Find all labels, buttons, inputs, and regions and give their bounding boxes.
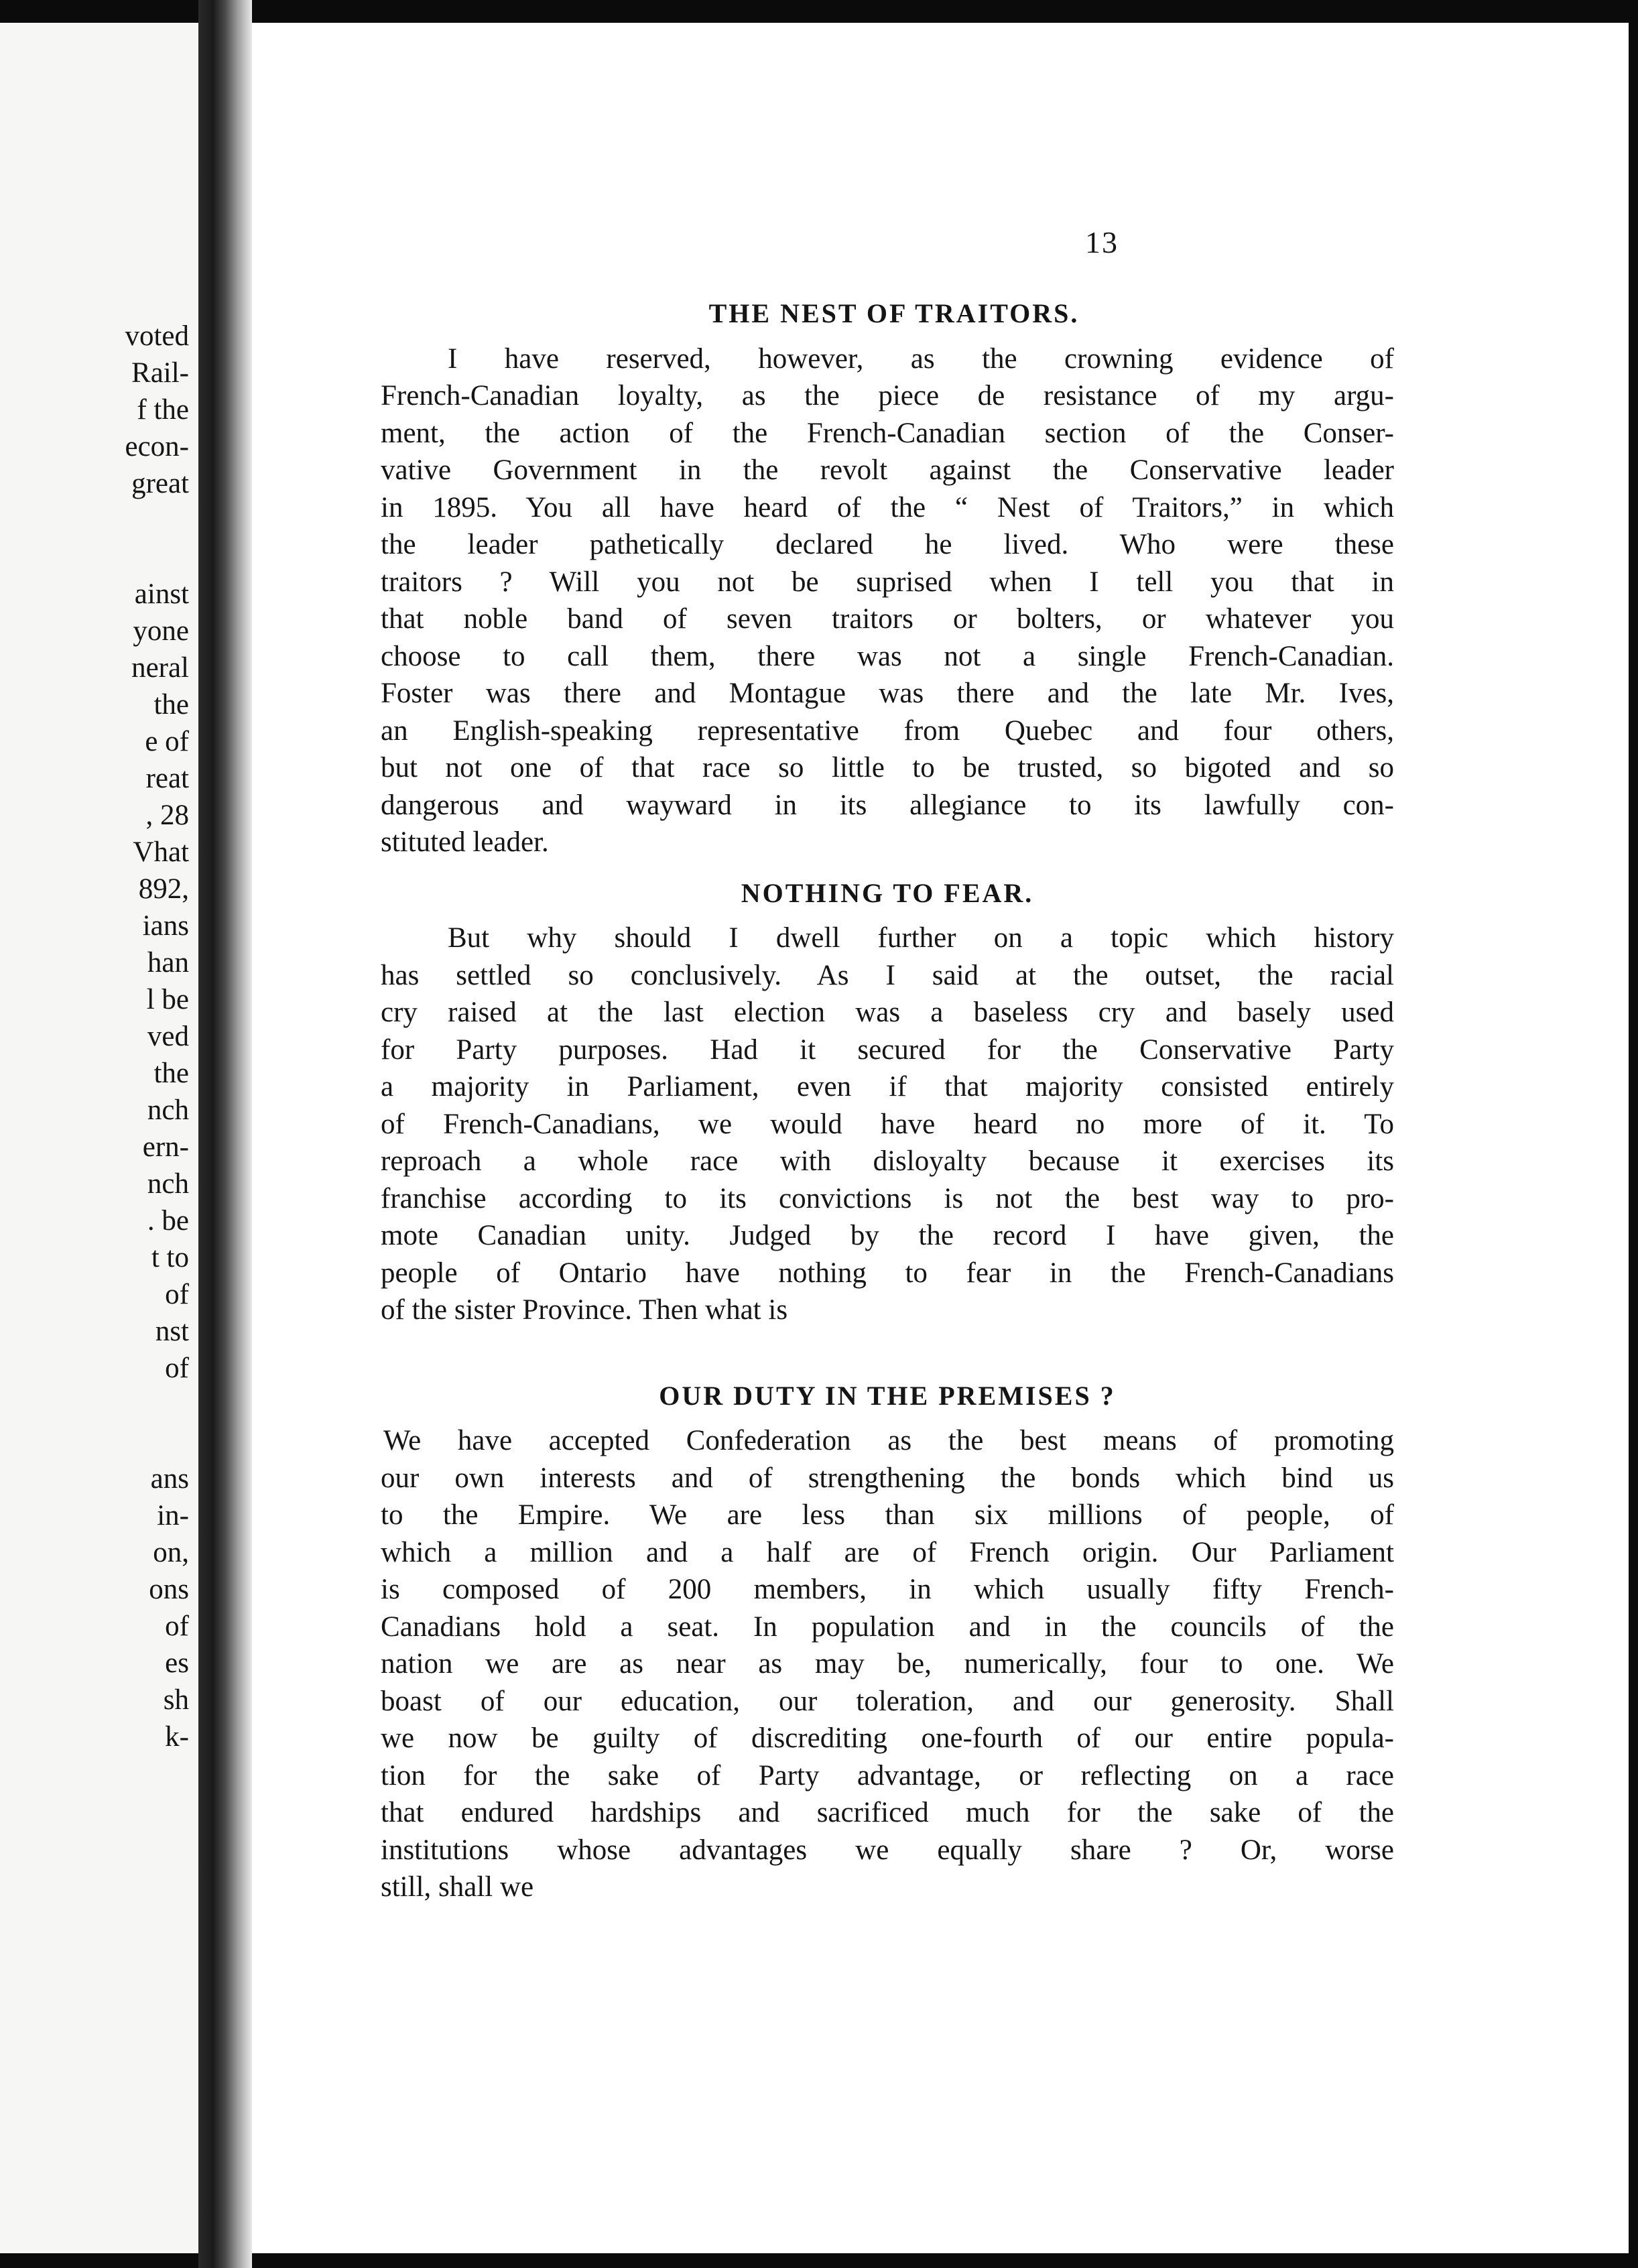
left-page-line: yone — [133, 615, 189, 647]
left-page-line — [125, 1424, 189, 1460]
text-line: mote Canadian unity. Judged by the record I have given, the — [381, 1220, 1394, 1251]
left-page-line: the — [153, 689, 189, 720]
text-line: still, shall we — [381, 1871, 534, 1903]
text-line: an English-speaking representative from Quebec and four others, — [381, 714, 1394, 747]
left-page-line — [125, 1387, 189, 1424]
text-line: people of Ontario have nothing to fear in the French-Canadians — [381, 1257, 1394, 1289]
left-page-line: t to — [151, 1242, 189, 1273]
left-page-line: nch — [147, 1168, 189, 1200]
left-page-line: sh — [163, 1684, 189, 1716]
scan-border-right — [1629, 0, 1638, 2268]
text-line: to the Empire. We are less than six millions of people, of — [381, 1499, 1394, 1531]
page-body — [381, 295, 1394, 1906]
text-line: which a million and a half are of French origin. Our Parliament — [381, 1536, 1394, 1568]
text-line: We have accepted Confederation as the best means of promoting — [383, 1425, 1394, 1456]
text-line: nation we are as near as may be, numerically, four to one. We — [381, 1648, 1394, 1680]
left-page-line: Vhat — [133, 836, 189, 868]
text-line: we now be guilty of discrediting one-fourth of our entire popula- — [381, 1722, 1394, 1754]
left-page-line — [125, 539, 189, 576]
book-gutter — [198, 0, 252, 2268]
text-line: Foster was there and Montague was there and the late Mr. Ives, — [381, 678, 1394, 709]
text-line: our own interests and of strengthening the bonds which bind us — [381, 1462, 1394, 1494]
text-line: Canadians hold a seat. In population and in the councils of the — [381, 1611, 1394, 1643]
text-line: of French-Canadians, we would have heard no more of it. To — [381, 1108, 1394, 1140]
left-page-line: neral — [131, 652, 189, 684]
left-page-line: , 28 — [145, 800, 189, 831]
text-line: choose to call them, there was not a single French-Canadian. — [381, 640, 1394, 672]
left-page-line: of — [165, 1352, 189, 1384]
left-page-text — [125, 318, 189, 1755]
left-facing-page — [0, 23, 198, 2253]
text-line: traitors ? Will you not be suprised when I tell you that in — [381, 566, 1394, 598]
text-line: of the sister Province. Then what is — [381, 1294, 788, 1326]
left-page-line: . be — [147, 1205, 189, 1237]
left-page-line: of — [165, 1611, 189, 1642]
left-page-line: ians — [142, 910, 189, 942]
paragraph-nest-of-traitors — [381, 340, 1394, 861]
left-page-line: ons — [149, 1574, 189, 1605]
left-page-line: ainst — [134, 578, 189, 610]
paragraph-nothing-to-fear — [381, 920, 1394, 1329]
text-line: that endured hardships and sacrificed much for the sake of the — [381, 1797, 1394, 1828]
text-line: dangerous and wayward in its allegiance to its lawfully con- — [381, 789, 1394, 821]
left-page-line: 892, — [138, 873, 189, 905]
left-page-line: k- — [165, 1721, 189, 1753]
left-page-line: ved — [147, 1021, 189, 1052]
text-line: cry raised at the last election was a baseless cry and basely used — [381, 997, 1394, 1028]
text-line: franchise according to its convictions is not the best way to pro- — [381, 1182, 1394, 1214]
text-line: But why should I dwell further on a topic which history — [448, 922, 1394, 954]
left-page-line: ern- — [142, 1131, 189, 1163]
text-line: that noble band of seven traitors or bolters, or whatever you — [381, 603, 1394, 635]
text-line: stituted leader. — [381, 826, 549, 858]
text-line: institutions whose advantages we equally share ? Or, worse — [381, 1834, 1394, 1866]
text-line: is composed of 200 members, in which usually fifty French- — [381, 1574, 1394, 1605]
section-heading-nest-of-traitors: THE NEST OF TRAITORS. — [708, 298, 1080, 328]
left-page-line: in- — [157, 1500, 189, 1531]
left-page-line: voted — [125, 320, 189, 352]
left-page-line: nch — [147, 1094, 189, 1126]
text-line: vative Government in the revolt against the Conservative leader — [381, 454, 1394, 486]
text-line: I have reserved, however, as the crowning evidence of — [448, 342, 1394, 375]
left-page-line: e of — [145, 726, 189, 757]
text-line: reproach a whole race with disloyalty because it exercises its — [381, 1145, 1394, 1177]
left-page-line: great — [131, 468, 189, 499]
left-page-line: on, — [153, 1537, 189, 1568]
text-line: but not one of that race so little to be trusted, so bigoted and so — [381, 752, 1394, 783]
left-page-line: of — [165, 1279, 189, 1310]
section-heading-nothing-to-fear: NOTHING TO FEAR. — [741, 877, 1034, 908]
text-line: ment, the action of the French-Canadian section of the Conser- — [381, 417, 1394, 449]
section-heading-our-duty: OUR DUTY IN THE PREMISES ? — [659, 1380, 1116, 1411]
paragraph-our-duty — [381, 1422, 1394, 1906]
text-line: boast of our education, our toleration, and our generosity. Shall — [381, 1685, 1394, 1717]
text-line: tion for the sake of Party advantage, or reflecting on a race — [381, 1759, 1394, 1791]
left-page-line: Rail- — [131, 357, 189, 389]
text-line: a majority in Parliament, even if that majority consisted entirely — [381, 1071, 1394, 1102]
left-page-line: econ- — [125, 431, 189, 462]
text-line: French-Canadian loyalty, as the piece de resistance of my argu- — [381, 380, 1394, 412]
left-page-line: the — [153, 1058, 189, 1089]
text-line: for Party purposes. Had it secured for the Conservative Party — [381, 1033, 1394, 1066]
left-page-line: l be — [146, 984, 189, 1015]
left-page-line: han — [147, 947, 189, 979]
left-page-line: nst — [155, 1316, 189, 1347]
text-line: in 1895. You all have heard of the “ Nest of Traitors,” in which — [381, 491, 1394, 523]
text-line: the leader pathetically declared he lived. Who were these — [381, 529, 1394, 560]
text-line: has settled so conclusively. As I said at the outset, the racial — [381, 959, 1394, 991]
left-page-line: es — [165, 1647, 189, 1679]
page-number: 13 — [1085, 225, 1119, 259]
section-spacer — [381, 1329, 1394, 1364]
left-page-line: ans — [150, 1463, 189, 1495]
left-page-line: reat — [145, 763, 189, 794]
left-page-line: f the — [137, 394, 189, 426]
left-page-line — [125, 502, 189, 539]
